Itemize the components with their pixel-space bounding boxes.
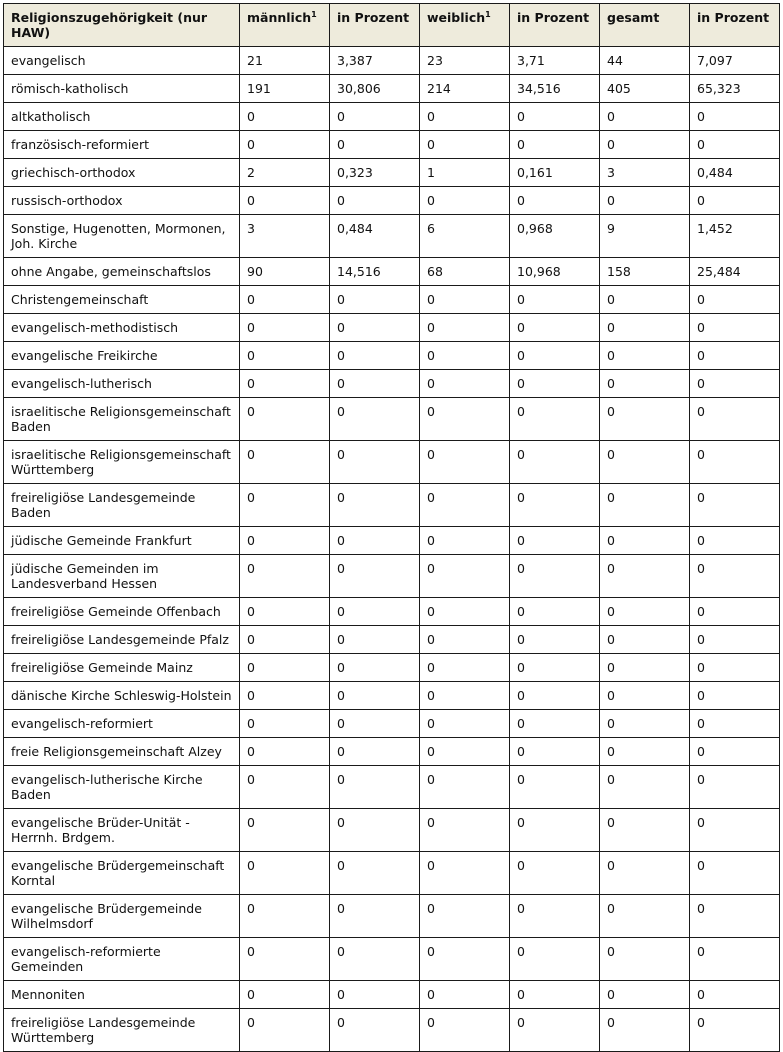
value-cell: 0 xyxy=(420,710,510,738)
value-cell: 0 xyxy=(510,555,600,598)
value-cell: 0 xyxy=(600,766,690,809)
value-cell: 9 xyxy=(600,215,690,258)
value-cell: 0 xyxy=(510,766,600,809)
value-cell: 0 xyxy=(330,103,420,131)
value-cell: 0 xyxy=(330,766,420,809)
value-cell: 0 xyxy=(690,342,780,370)
value-cell: 7,097 xyxy=(690,47,780,75)
value-cell: 0 xyxy=(330,187,420,215)
religion-name-cell: israelitische Religionsgemeinschaft Baden xyxy=(4,398,240,441)
value-cell: 0 xyxy=(330,895,420,938)
value-cell: 0 xyxy=(330,598,420,626)
value-cell: 0 xyxy=(600,398,690,441)
value-cell: 0 xyxy=(690,484,780,527)
value-cell: 0 xyxy=(510,441,600,484)
value-cell: 0 xyxy=(240,710,330,738)
value-cell: 0 xyxy=(510,131,600,159)
value-cell: 0 xyxy=(690,852,780,895)
value-cell: 0 xyxy=(330,710,420,738)
value-cell: 0 xyxy=(240,314,330,342)
table-row xyxy=(4,710,780,738)
religion-name-cell: evangelisch xyxy=(4,47,240,75)
column-header-label: weiblich xyxy=(427,10,486,25)
value-cell: 0 xyxy=(510,682,600,710)
religion-name-cell: Christengemeinschaft xyxy=(4,286,240,314)
value-cell: 0 xyxy=(690,441,780,484)
religion-name-cell: evangelische Brüder-Unität - Herrnh. Brdgem. xyxy=(4,809,240,852)
value-cell: 0 xyxy=(240,766,330,809)
value-cell: 0 xyxy=(510,370,600,398)
value-cell: 0 xyxy=(510,938,600,981)
table-row xyxy=(4,938,780,981)
value-cell: 0 xyxy=(420,484,510,527)
religion-name-cell: freireligiöse Landesgemeinde Baden xyxy=(4,484,240,527)
value-cell: 0 xyxy=(690,131,780,159)
religion-name-cell: evangelische Freikirche xyxy=(4,342,240,370)
value-cell: 0,484 xyxy=(690,159,780,187)
table-row xyxy=(4,258,780,286)
value-cell: 0 xyxy=(600,342,690,370)
column-header-label: männlich xyxy=(247,10,312,25)
value-cell: 0 xyxy=(420,398,510,441)
value-cell: 0 xyxy=(510,398,600,441)
religion-name-cell: freireligiöse Gemeinde Offenbach xyxy=(4,598,240,626)
column-header xyxy=(510,4,600,47)
table-row xyxy=(4,75,780,103)
table-row xyxy=(4,766,780,809)
value-cell: 2 xyxy=(240,159,330,187)
religion-name-cell: evangelische Brüdergemeinschaft Korntal xyxy=(4,852,240,895)
religion-name-cell: ohne Angabe, gemeinschaftslos xyxy=(4,258,240,286)
value-cell: 0 xyxy=(240,1009,330,1052)
religion-name-cell: jüdische Gemeinden im Landesverband Hessen xyxy=(4,555,240,598)
value-cell: 0 xyxy=(510,981,600,1009)
value-cell: 0 xyxy=(330,654,420,682)
value-cell: 0 xyxy=(420,370,510,398)
value-cell: 0,484 xyxy=(330,215,420,258)
value-cell: 0 xyxy=(420,654,510,682)
value-cell: 0 xyxy=(690,286,780,314)
value-cell: 90 xyxy=(240,258,330,286)
value-cell: 3,387 xyxy=(330,47,420,75)
table-body xyxy=(4,47,780,1052)
value-cell: 3 xyxy=(240,215,330,258)
value-cell: 0 xyxy=(690,1009,780,1052)
value-cell: 0 xyxy=(330,938,420,981)
value-cell: 0 xyxy=(600,286,690,314)
value-cell: 0 xyxy=(240,370,330,398)
value-cell: 191 xyxy=(240,75,330,103)
table-row xyxy=(4,598,780,626)
table-row xyxy=(4,809,780,852)
column-header-label: in Prozent xyxy=(697,10,770,25)
value-cell: 0 xyxy=(510,342,600,370)
table-row xyxy=(4,187,780,215)
value-cell: 0 xyxy=(600,809,690,852)
value-cell: 0 xyxy=(330,441,420,484)
value-cell: 0 xyxy=(600,314,690,342)
value-cell: 0 xyxy=(600,895,690,938)
value-cell: 0 xyxy=(330,370,420,398)
value-cell: 0 xyxy=(510,1009,600,1052)
table-row xyxy=(4,342,780,370)
value-cell: 0 xyxy=(510,187,600,215)
table-row xyxy=(4,895,780,938)
religion-name-cell: israelitische Religionsgemeinschaft Württemberg xyxy=(4,441,240,484)
religion-name-cell: freireligiöse Gemeinde Mainz xyxy=(4,654,240,682)
value-cell: 0 xyxy=(600,1009,690,1052)
value-cell: 0 xyxy=(690,370,780,398)
value-cell: 0,968 xyxy=(510,215,600,258)
value-cell: 0 xyxy=(510,654,600,682)
value-cell: 0 xyxy=(600,598,690,626)
value-cell: 0 xyxy=(330,852,420,895)
value-cell: 0 xyxy=(420,766,510,809)
value-cell: 0 xyxy=(690,527,780,555)
value-cell: 0 xyxy=(330,738,420,766)
value-cell: 0 xyxy=(240,187,330,215)
value-cell: 1 xyxy=(420,159,510,187)
value-cell: 0 xyxy=(510,738,600,766)
value-cell: 0 xyxy=(690,626,780,654)
value-cell: 0 xyxy=(420,527,510,555)
value-cell: 0 xyxy=(690,766,780,809)
religion-name-cell: evangelisch-reformierte Gemeinden xyxy=(4,938,240,981)
column-header-label: gesamt xyxy=(607,10,660,25)
value-cell: 0 xyxy=(690,682,780,710)
table-row xyxy=(4,103,780,131)
value-cell: 44 xyxy=(600,47,690,75)
column-header-label: in Prozent xyxy=(517,10,590,25)
column-header-label: Religionszugehörigkeit (nur HAW) xyxy=(11,10,208,40)
value-cell: 0 xyxy=(240,398,330,441)
value-cell: 0 xyxy=(690,895,780,938)
religion-name-cell: altkatholisch xyxy=(4,103,240,131)
value-cell: 0 xyxy=(330,626,420,654)
column-header xyxy=(600,4,690,47)
table-row xyxy=(4,370,780,398)
table-row xyxy=(4,654,780,682)
value-cell: 0 xyxy=(690,710,780,738)
value-cell: 68 xyxy=(420,258,510,286)
religion-name-cell: Mennoniten xyxy=(4,981,240,1009)
table-row xyxy=(4,286,780,314)
value-cell: 0 xyxy=(240,738,330,766)
value-cell: 0 xyxy=(690,654,780,682)
value-cell: 23 xyxy=(420,47,510,75)
column-header xyxy=(690,4,780,47)
value-cell: 0 xyxy=(690,103,780,131)
value-cell: 10,968 xyxy=(510,258,600,286)
value-cell: 0 xyxy=(330,398,420,441)
value-cell: 0 xyxy=(600,682,690,710)
value-cell: 0 xyxy=(420,441,510,484)
value-cell: 0 xyxy=(240,342,330,370)
footnote-marker: 1 xyxy=(311,9,317,19)
value-cell: 0 xyxy=(690,938,780,981)
value-cell: 0 xyxy=(330,484,420,527)
value-cell: 0 xyxy=(240,938,330,981)
value-cell: 0 xyxy=(690,398,780,441)
value-cell: 0 xyxy=(690,598,780,626)
table-row xyxy=(4,398,780,441)
value-cell: 0 xyxy=(510,527,600,555)
value-cell: 6 xyxy=(420,215,510,258)
value-cell: 0 xyxy=(420,342,510,370)
table-row xyxy=(4,159,780,187)
value-cell: 0 xyxy=(600,738,690,766)
table-row xyxy=(4,738,780,766)
value-cell: 0 xyxy=(240,555,330,598)
value-cell: 0 xyxy=(330,682,420,710)
religion-name-cell: evangelisch-reformiert xyxy=(4,710,240,738)
value-cell: 0 xyxy=(240,682,330,710)
value-cell: 0 xyxy=(330,286,420,314)
religion-statistics-table xyxy=(3,3,780,1052)
value-cell: 0 xyxy=(600,131,690,159)
value-cell: 0 xyxy=(690,555,780,598)
value-cell: 0 xyxy=(600,370,690,398)
value-cell: 0 xyxy=(420,131,510,159)
value-cell: 0,323 xyxy=(330,159,420,187)
value-cell: 0 xyxy=(510,809,600,852)
value-cell: 0 xyxy=(600,654,690,682)
value-cell: 0 xyxy=(600,187,690,215)
column-header-label: in Prozent xyxy=(337,10,410,25)
value-cell: 0 xyxy=(240,103,330,131)
value-cell: 0 xyxy=(240,131,330,159)
religion-name-cell: freireligiöse Landesgemeinde Württemberg xyxy=(4,1009,240,1052)
value-cell: 158 xyxy=(600,258,690,286)
religion-name-cell: evangelisch-lutherische Kirche Baden xyxy=(4,766,240,809)
religion-name-cell: freireligiöse Landesgemeinde Pfalz xyxy=(4,626,240,654)
value-cell: 0 xyxy=(330,314,420,342)
table-row xyxy=(4,527,780,555)
value-cell: 0 xyxy=(330,342,420,370)
value-cell: 0 xyxy=(420,286,510,314)
religion-name-cell: freie Religionsgemeinschaft Alzey xyxy=(4,738,240,766)
table-header-row xyxy=(4,4,780,47)
value-cell: 0 xyxy=(330,527,420,555)
value-cell: 0 xyxy=(240,809,330,852)
value-cell: 0 xyxy=(420,938,510,981)
religion-name-cell: griechisch-orthodox xyxy=(4,159,240,187)
value-cell: 0 xyxy=(510,895,600,938)
value-cell: 0 xyxy=(690,314,780,342)
table-row xyxy=(4,314,780,342)
table-row xyxy=(4,682,780,710)
table-row xyxy=(4,852,780,895)
table-row xyxy=(4,131,780,159)
value-cell: 0 xyxy=(420,626,510,654)
value-cell: 0 xyxy=(240,852,330,895)
value-cell: 0 xyxy=(510,852,600,895)
value-cell: 0 xyxy=(510,484,600,527)
value-cell: 3,71 xyxy=(510,47,600,75)
value-cell: 0 xyxy=(240,895,330,938)
value-cell: 0 xyxy=(600,527,690,555)
value-cell: 0 xyxy=(510,598,600,626)
value-cell: 0 xyxy=(330,555,420,598)
value-cell: 0 xyxy=(600,103,690,131)
value-cell: 25,484 xyxy=(690,258,780,286)
footnote-marker: 1 xyxy=(485,9,491,19)
value-cell: 0 xyxy=(240,527,330,555)
value-cell: 0 xyxy=(690,809,780,852)
value-cell: 0 xyxy=(240,484,330,527)
value-cell: 21 xyxy=(240,47,330,75)
value-cell: 0 xyxy=(420,852,510,895)
value-cell: 0 xyxy=(600,852,690,895)
table-row xyxy=(4,47,780,75)
value-cell: 1,452 xyxy=(690,215,780,258)
religion-name-cell: evangelisch-lutherisch xyxy=(4,370,240,398)
value-cell: 0 xyxy=(510,314,600,342)
value-cell: 0 xyxy=(690,738,780,766)
table-row xyxy=(4,626,780,654)
column-header xyxy=(330,4,420,47)
column-header xyxy=(420,4,510,47)
value-cell: 65,323 xyxy=(690,75,780,103)
value-cell: 0 xyxy=(420,103,510,131)
value-cell: 0 xyxy=(420,555,510,598)
value-cell: 0 xyxy=(420,895,510,938)
religion-name-cell: jüdische Gemeinde Frankfurt xyxy=(4,527,240,555)
value-cell: 0 xyxy=(420,738,510,766)
value-cell: 0 xyxy=(240,981,330,1009)
value-cell: 0 xyxy=(240,626,330,654)
value-cell: 0 xyxy=(600,938,690,981)
religion-name-cell: französisch-reformiert xyxy=(4,131,240,159)
value-cell: 0 xyxy=(510,626,600,654)
value-cell: 0 xyxy=(600,710,690,738)
religion-name-cell: evangelische Brüdergemeinde Wilhelmsdorf xyxy=(4,895,240,938)
value-cell: 0 xyxy=(420,682,510,710)
value-cell: 405 xyxy=(600,75,690,103)
value-cell: 0 xyxy=(420,598,510,626)
value-cell: 0 xyxy=(240,598,330,626)
value-cell: 0 xyxy=(330,809,420,852)
value-cell: 0 xyxy=(420,187,510,215)
value-cell: 0 xyxy=(510,710,600,738)
religion-name-cell: dänische Kirche Schleswig-Holstein xyxy=(4,682,240,710)
value-cell: 0 xyxy=(690,187,780,215)
value-cell: 0 xyxy=(420,314,510,342)
column-header xyxy=(240,4,330,47)
value-cell: 0 xyxy=(510,103,600,131)
value-cell: 0 xyxy=(510,286,600,314)
value-cell: 0 xyxy=(240,441,330,484)
value-cell: 0 xyxy=(690,981,780,1009)
table-row xyxy=(4,441,780,484)
table-row xyxy=(4,555,780,598)
value-cell: 0 xyxy=(600,484,690,527)
value-cell: 0 xyxy=(240,654,330,682)
value-cell: 0 xyxy=(420,981,510,1009)
table-row xyxy=(4,484,780,527)
religion-name-cell: römisch-katholisch xyxy=(4,75,240,103)
table-row xyxy=(4,215,780,258)
value-cell: 0 xyxy=(600,626,690,654)
table-row xyxy=(4,1009,780,1052)
value-cell: 0 xyxy=(420,809,510,852)
value-cell: 0 xyxy=(330,981,420,1009)
religion-name-cell: Sonstige, Hugenotten, Mormonen, Joh. Kirche xyxy=(4,215,240,258)
value-cell: 0 xyxy=(330,1009,420,1052)
value-cell: 0 xyxy=(600,555,690,598)
value-cell: 3 xyxy=(600,159,690,187)
value-cell: 0 xyxy=(240,286,330,314)
value-cell: 0 xyxy=(600,441,690,484)
value-cell: 0 xyxy=(420,1009,510,1052)
value-cell: 214 xyxy=(420,75,510,103)
value-cell: 0 xyxy=(600,981,690,1009)
religion-name-cell: russisch-orthodox xyxy=(4,187,240,215)
religion-name-cell: evangelisch-methodistisch xyxy=(4,314,240,342)
value-cell: 0,161 xyxy=(510,159,600,187)
value-cell: 34,516 xyxy=(510,75,600,103)
table-row xyxy=(4,981,780,1009)
value-cell: 30,806 xyxy=(330,75,420,103)
column-header-religion xyxy=(4,4,240,47)
value-cell: 14,516 xyxy=(330,258,420,286)
value-cell: 0 xyxy=(330,131,420,159)
